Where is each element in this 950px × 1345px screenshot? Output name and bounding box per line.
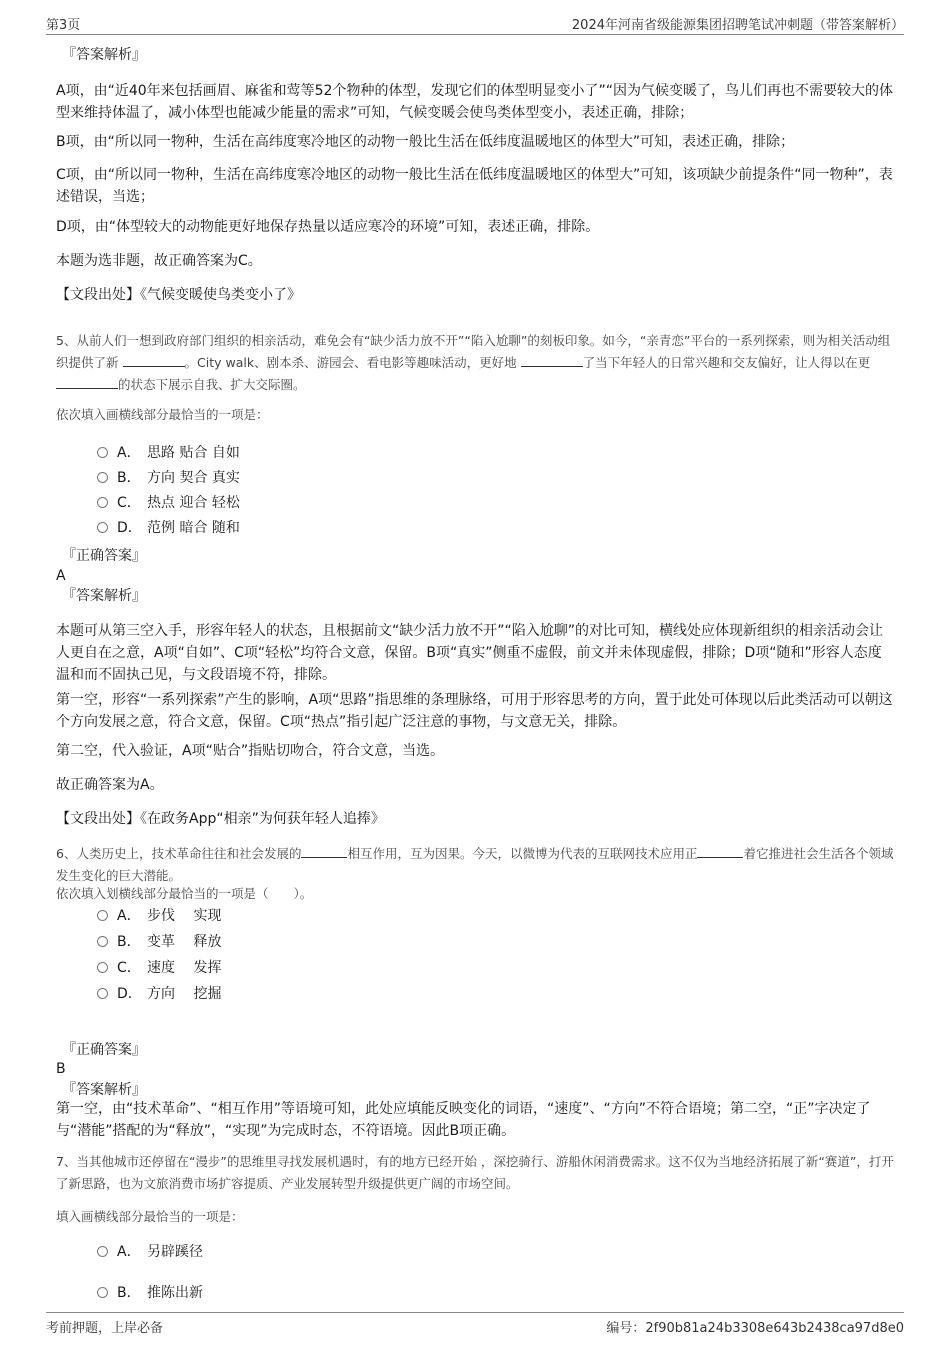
q5-analysis-label: 『答案解析』 [62,588,146,604]
q4-analysis-d: D项，由“体型较大的动物能更好地保存热量以适应寒冷的环境”可知，表述正确，排除。 [56,219,600,235]
radio-icon[interactable] [97,988,108,999]
q7-option-b[interactable]: B． 推陈出新 [97,1283,203,1303]
q6-option-c[interactable]: C． 速度 发挥 [97,958,221,978]
q7-stem: 7、当其他城市还停留在“漫步”的思维里寻找发展机遇时，有的地方已经开始 ，深挖骑行、游船休闲消费需求。这不仅为当地经济拓展了新“赛道”，打开了新思路，也为文旅消费市场扩容提质、产业发展转型升级提供更广阔的市场空间。 [56,1154,894,1191]
q6-option-d[interactable]: D． 方向 挖掘 [97,984,221,1004]
q5-blank-2 [521,354,583,367]
radio-icon[interactable] [97,962,108,973]
q6-analysis-p1: 第一空，由“技术革命”、“相互作用”等语境可知，此处应填能反映变化的词语，“速度”、“方向”不符合语境；第二空，“正”字决定了与“潜能”搭配的为“释放”，“实现”为完成时态，不符语境。因此B项正确。 [56,1101,871,1139]
q5-stem-part4: 的状态下展示自我、扩大交际圈。 [118,377,306,392]
q4-source: 【文段出处】《气候变暖使鸟类变小了》 [56,287,301,303]
q5-option-c[interactable]: C． 热点 迎合 轻松 [97,493,240,513]
document-id: 编号：2f90b81a24b3308e643b2438ca97d8e0 [606,1321,904,1336]
q5-stem-part2: 。City walk、剧本杀、游园会、看电影等趣味活动，更好地 [184,355,517,370]
q5-conclusion: 故正确答案为A。 [56,777,164,793]
q6-instruction: 依次填入划横线部分最恰当的一项是（ ）。 [56,886,313,901]
footer-slogan: 考前押题，上岸必备 [46,1321,164,1336]
radio-icon[interactable] [97,522,108,533]
radio-icon[interactable] [97,910,108,921]
q5-correct-answer: A [56,568,66,584]
radio-icon[interactable] [97,447,108,458]
q5-stem-part1: 5、从前人们一想到政府部门组织的相亲活动，难免会有“缺少活力放不开”“陷入尬聊”的刻板印象。如今，“亲青恋”平台的一系列探索，则为相关活动组织提供了新 [56,333,891,370]
radio-icon[interactable] [97,1287,108,1298]
radio-icon[interactable] [97,1246,108,1257]
q6-option-b[interactable]: B． 变革 释放 [97,932,221,952]
q5-option-a[interactable]: A． 思路 贴合 自如 [97,443,240,463]
q5-option-b[interactable]: B． 方向 契合 真实 [97,468,240,488]
q5-instruction: 依次填入画横线部分最恰当的一项是： [56,407,269,422]
radio-icon[interactable] [97,472,108,483]
q5-stem-part3: 了当下年轻人的日常兴趣和交友偏好，让人得以在更 [582,355,871,370]
q4-conclusion: 本题为选非题，故正确答案为C。 [56,253,262,269]
q4-analysis-a: A项，由“近40年来包括画眉、麻雀和莺等52个物种的体型，发现它们的体型明显变小了”“因为气候变暖了，鸟儿们再也不需要较大的体型来维持体温了，减小体型也能减少能量的需求”可知，气候变暖会使鸟类体型变小，表述正确，排除； [56,83,893,121]
q6-option-a[interactable]: A． 步伐 实现 [97,906,221,926]
q4-analysis-label: 『答案解析』 [62,47,146,63]
q5-analysis-p3: 第二空，代入验证，A项“贴合”指贴切吻合，符合文意，当选。 [56,743,445,759]
q5-correct-label: 『正确答案』 [62,548,146,564]
q5-option-d[interactable]: D． 范例 暗合 随和 [97,518,240,538]
page-header [46,12,904,35]
radio-icon[interactable] [97,497,108,508]
page-footer [46,1312,904,1335]
q6-stem-part1: 6、人类历史上，技术革命往往和社会发展的 [56,846,302,861]
q7-option-a[interactable]: A． 另辟蹊径 [97,1242,203,1262]
q5-analysis-p2: 第一空，形容“一系列探索”产生的影响，A项“思路”指思维的条理脉络，可用于形容思考的方向，置于此处可体现以后此类活动可以朝这个方向发展之意，符合文意，保留。C项“热点”指引起广泛注意的事物，与文意无关，排除。 [56,692,893,730]
q5-stem [56,330,894,396]
q6-correct-label: 『正确答案』 [62,1042,146,1058]
q4-analysis-b: B项，由“所以同一物种，生活在高纬度寒冷地区的动物一般比生活在低纬度温暖地区的体型大”可知，表述正确，排除； [56,134,795,150]
radio-icon[interactable] [97,936,108,947]
q7-instruction: 填入画横线部分最恰当的一项是： [56,1209,244,1224]
q4-analysis-c: C项，由“所以同一物种，生活在高纬度寒冷地区的动物一般比生活在低纬度温暖地区的体型大”可知，该项缺少前提条件“同一物种”，表述错误，当选； [56,167,893,205]
q6-analysis-label: 『答案解析』 [62,1082,146,1098]
document-title: 2024年河南省级能源集团招聘笔试冲刺题（带答案解析） [571,18,904,33]
q6-blank-2 [697,845,743,858]
q5-blank-3 [56,376,118,389]
q6-stem [56,843,894,887]
q5-analysis-p1: 本题可从第三空入手，形容年轻人的状态，且根据前文“缺少活力放不开”“陷入尬聊”的对比可知，横线处应体现新组织的相亲活动会让人更自在之意，A项“自如”、C项“轻松”均符合文意，保留。B项“真实”侧重不虚假，前文并未体现虚假，排除；D项“随和”形容人态度温和而不固执己见，与文段语境不符，排除。 [56,623,884,683]
q6-stem-part3: 着它推进社会生活各个领域发生变化的巨大潜能。 [56,846,894,883]
q5-source: 【文段出处】《在政务App“相亲”为何获年轻人追捧》 [56,811,385,827]
q5-blank-1 [123,354,185,367]
q6-stem-part2: 相互作用，互为因果。今天，以微博为代表的互联网技术应用正 [347,846,698,861]
q6-correct-answer: B [56,1061,66,1077]
q6-blank-1 [301,845,347,858]
page-number: 第3页 [46,18,81,33]
